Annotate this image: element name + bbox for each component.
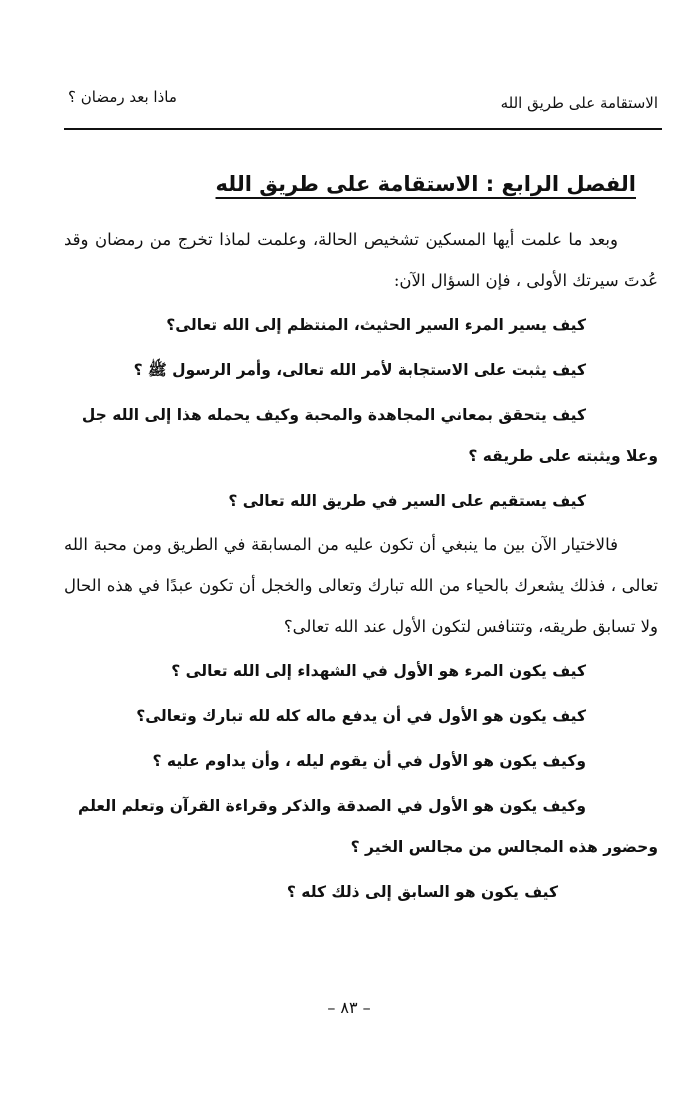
question-item: كيف يتحقق بمعاني المجاهدة والمحبة وكيف يحمله هذا إلى الله جل وعلا ويثبته على طريقه ؟ (81, 406, 658, 466)
book-title: الاستقامة على طريق الله (500, 94, 658, 112)
running-header (68, 88, 658, 118)
question-item: كيف يكون هو الأول في أن يدفع ماله كله لله تبارك وتعالى؟ (136, 707, 586, 726)
question-item: وكيف يكون هو الأول في الصدقة والذكر وقراءة القرآن وتعلم العلم وحضور هذه المجالس من مجالس الخير ؟ (77, 797, 658, 857)
section-title: ماذا بعد رمضان ؟ (68, 88, 177, 106)
page-number: – ٨٣ – (327, 998, 371, 1017)
header-divider (64, 128, 662, 130)
intro-paragraph: وبعد ما علمت أيها المسكين تشخيص الحالة، وعلمت لماذا تخرج من رمضان وقد عُدتَ سيرتك الأولى ، فإن السؤال الآن: (64, 230, 658, 291)
middle-paragraph: فالاختيار الآن بين ما ينبغي أن تكون عليه من المسابقة في الطريق ومن محبة الله تعالى ، فذلك يشعرك بالحياء من الله تبارك وتعالى والخجل أن تكون عبدًا في هذه الحال ولا تسابق طريقه، وتتنافس لتكون الأول عند الله تعالى؟ (64, 535, 658, 637)
question-item: كيف يسير المرء السير الحثيث، المنتظم إلى الله تعالى؟ (166, 316, 586, 335)
body-text (64, 160, 658, 913)
question-item: وكيف يكون هو الأول في أن يقوم ليله ، وأن يداوم عليه ؟ (152, 752, 586, 771)
question-item: كيف يثبت على الاستجابة لأمر الله تعالى، وأمر الرسول ﷺ ؟ (133, 361, 586, 380)
question-item: كيف يستقيم على السير في طريق الله تعالى ؟ (228, 492, 586, 511)
question-item: كيف يكون هو السابق إلى ذلك كله ؟ (286, 883, 558, 902)
chapter-title: الفصل الرابع : الاستقامة على طريق الله (215, 172, 636, 196)
question-item: كيف يكون المرء هو الأول في الشهداء إلى الله تعالى ؟ (171, 662, 586, 681)
